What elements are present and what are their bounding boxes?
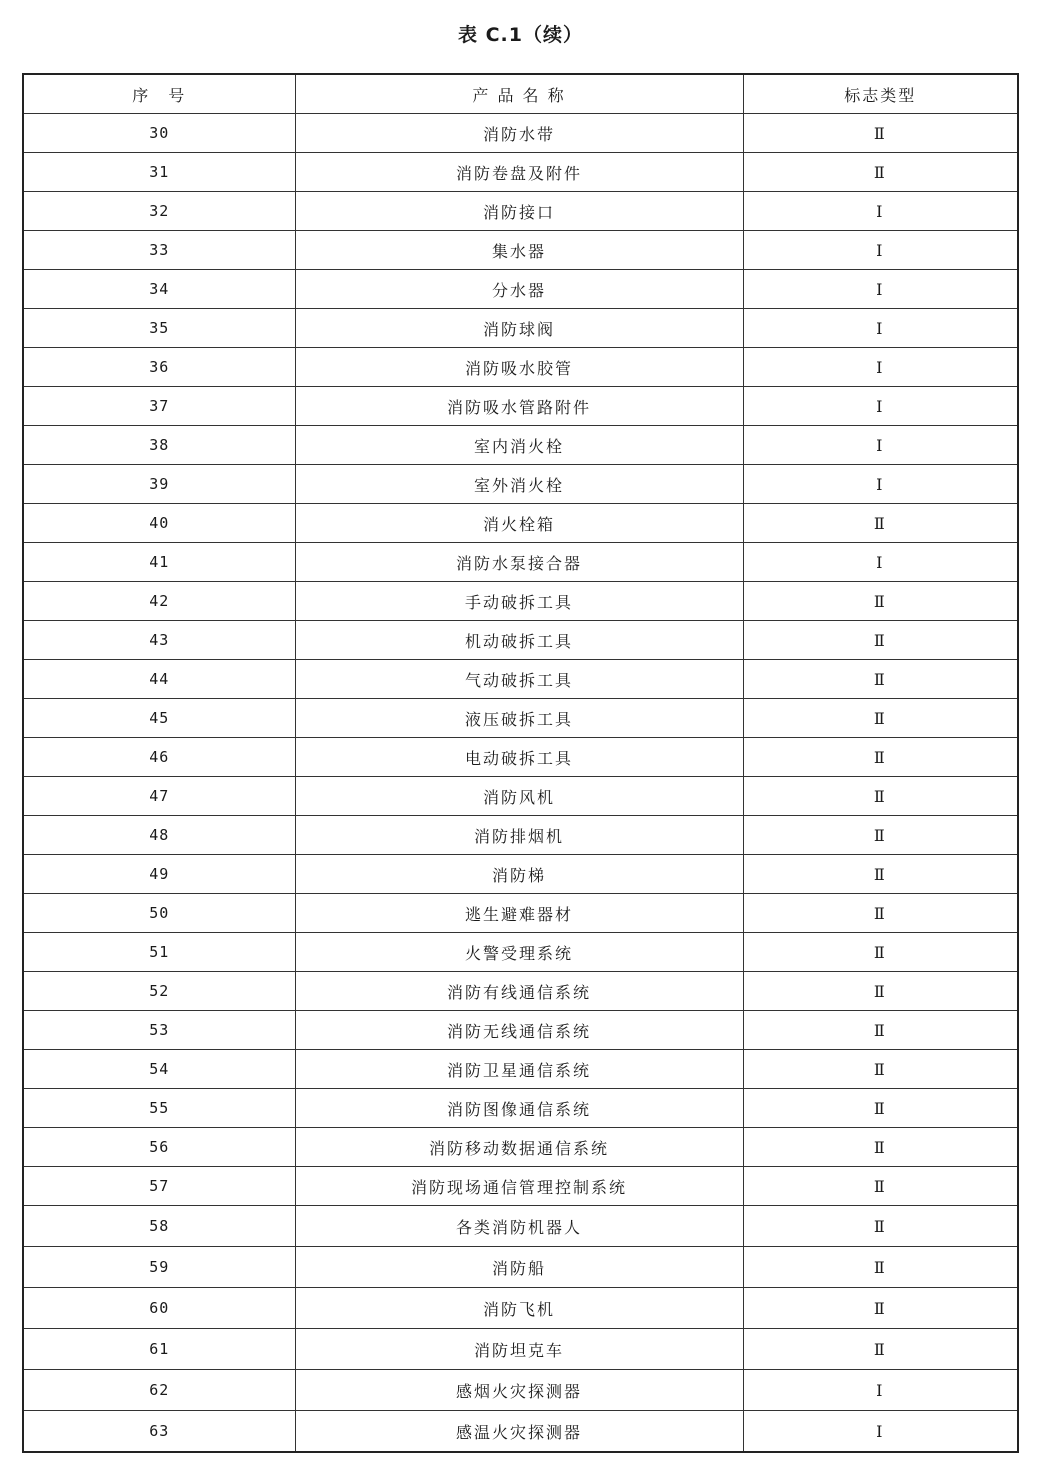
cell-product-name: 分水器 <box>295 270 743 309</box>
cell-serial-number: 47 <box>23 777 295 816</box>
table-row <box>23 972 1018 1011</box>
cell-serial-number: 39 <box>23 465 295 504</box>
table-row <box>23 1288 1018 1329</box>
cell-mark-type: Ⅱ <box>743 894 1018 933</box>
cell-product-name: 气动破拆工具 <box>295 660 743 699</box>
cell-product-name: 消防吸水胶管 <box>295 348 743 387</box>
cell-serial-number: 45 <box>23 699 295 738</box>
cell-serial-number: 37 <box>23 387 295 426</box>
cell-mark-type: Ⅰ <box>743 270 1018 309</box>
cell-product-name: 手动破拆工具 <box>295 582 743 621</box>
cell-product-name: 消防梯 <box>295 855 743 894</box>
cell-serial-number: 50 <box>23 894 295 933</box>
cell-serial-number: 56 <box>23 1128 295 1167</box>
cell-mark-type: Ⅰ <box>743 387 1018 426</box>
cell-product-name: 消防无线通信系统 <box>295 1011 743 1050</box>
cell-mark-type: Ⅱ <box>743 1288 1018 1329</box>
cell-product-name: 消防卷盘及附件 <box>295 153 743 192</box>
table-row <box>23 699 1018 738</box>
cell-serial-number: 40 <box>23 504 295 543</box>
cell-mark-type: Ⅱ <box>743 1128 1018 1167</box>
cell-serial-number: 35 <box>23 309 295 348</box>
cell-mark-type: Ⅰ <box>743 543 1018 582</box>
cell-mark-type: Ⅱ <box>743 816 1018 855</box>
table-row <box>23 1089 1018 1128</box>
cell-mark-type: Ⅱ <box>743 153 1018 192</box>
cell-mark-type: Ⅰ <box>743 1370 1018 1411</box>
cell-product-name: 消防卫星通信系统 <box>295 1050 743 1089</box>
cell-product-name: 消防吸水管路附件 <box>295 387 743 426</box>
cell-mark-type: Ⅰ <box>743 348 1018 387</box>
cell-serial-number: 30 <box>23 114 295 153</box>
table-row <box>23 192 1018 231</box>
cell-serial-number: 33 <box>23 231 295 270</box>
cell-serial-number: 62 <box>23 1370 295 1411</box>
table-row <box>23 816 1018 855</box>
table-row <box>23 1247 1018 1288</box>
table-caption: 表 C.1（续） <box>458 24 583 46</box>
table-row <box>23 621 1018 660</box>
cell-product-name: 感温火灾探测器 <box>295 1411 743 1453</box>
cell-mark-type: Ⅰ <box>743 231 1018 270</box>
table-row <box>23 1329 1018 1370</box>
cell-mark-type: Ⅱ <box>743 972 1018 1011</box>
cell-serial-number: 53 <box>23 1011 295 1050</box>
table-row <box>23 114 1018 153</box>
cell-product-name: 消防船 <box>295 1247 743 1288</box>
cell-serial-number: 49 <box>23 855 295 894</box>
cell-product-name: 感烟火灾探测器 <box>295 1370 743 1411</box>
cell-serial-number: 48 <box>23 816 295 855</box>
cell-mark-type: Ⅱ <box>743 582 1018 621</box>
header-mark-type: 标志类型 <box>743 74 1018 114</box>
table-row <box>23 738 1018 777</box>
cell-mark-type: Ⅰ <box>743 192 1018 231</box>
table-row <box>23 1050 1018 1089</box>
table-row <box>23 1206 1018 1247</box>
table-row <box>23 1411 1018 1453</box>
table-row <box>23 894 1018 933</box>
table-row <box>23 426 1018 465</box>
cell-mark-type: Ⅱ <box>743 1247 1018 1288</box>
cell-mark-type: Ⅱ <box>743 1329 1018 1370</box>
cell-serial-number: 59 <box>23 1247 295 1288</box>
cell-product-name: 液压破拆工具 <box>295 699 743 738</box>
cell-product-name: 消防接口 <box>295 192 743 231</box>
table-row <box>23 543 1018 582</box>
cell-mark-type: Ⅱ <box>743 855 1018 894</box>
cell-mark-type: Ⅱ <box>743 699 1018 738</box>
cell-product-name: 消防排烟机 <box>295 816 743 855</box>
cell-serial-number: 43 <box>23 621 295 660</box>
cell-mark-type: Ⅱ <box>743 621 1018 660</box>
cell-product-name: 消火栓箱 <box>295 504 743 543</box>
table-row <box>23 153 1018 192</box>
cell-serial-number: 54 <box>23 1050 295 1089</box>
table-header-row <box>23 74 1018 114</box>
cell-product-name: 消防有线通信系统 <box>295 972 743 1011</box>
cell-serial-number: 55 <box>23 1089 295 1128</box>
cell-mark-type: Ⅱ <box>743 777 1018 816</box>
table-row <box>23 465 1018 504</box>
table-row <box>23 660 1018 699</box>
cell-serial-number: 52 <box>23 972 295 1011</box>
table-row <box>23 270 1018 309</box>
cell-mark-type: Ⅱ <box>743 1167 1018 1206</box>
cell-mark-type: Ⅱ <box>743 1206 1018 1247</box>
table-body <box>23 114 1018 1453</box>
table-row <box>23 1167 1018 1206</box>
cell-serial-number: 31 <box>23 153 295 192</box>
table-row <box>23 582 1018 621</box>
cell-product-name: 机动破拆工具 <box>295 621 743 660</box>
cell-serial-number: 44 <box>23 660 295 699</box>
cell-product-name: 消防水泵接合器 <box>295 543 743 582</box>
cell-serial-number: 61 <box>23 1329 295 1370</box>
cell-serial-number: 34 <box>23 270 295 309</box>
cell-mark-type: Ⅱ <box>743 1050 1018 1089</box>
table-row <box>23 387 1018 426</box>
cell-product-name: 集水器 <box>295 231 743 270</box>
table-row <box>23 855 1018 894</box>
cell-mark-type: Ⅱ <box>743 738 1018 777</box>
cell-product-name: 消防现场通信管理控制系统 <box>295 1167 743 1206</box>
product-mark-table <box>22 73 1019 1453</box>
cell-mark-type: Ⅱ <box>743 504 1018 543</box>
cell-serial-number: 58 <box>23 1206 295 1247</box>
cell-product-name: 火警受理系统 <box>295 933 743 972</box>
cell-mark-type: Ⅱ <box>743 114 1018 153</box>
cell-serial-number: 36 <box>23 348 295 387</box>
table-row <box>23 1128 1018 1167</box>
cell-mark-type: Ⅱ <box>743 660 1018 699</box>
cell-product-name: 消防移动数据通信系统 <box>295 1128 743 1167</box>
table-row <box>23 777 1018 816</box>
cell-product-name: 各类消防机器人 <box>295 1206 743 1247</box>
table-row <box>23 933 1018 972</box>
cell-serial-number: 32 <box>23 192 295 231</box>
cell-mark-type: Ⅰ <box>743 426 1018 465</box>
cell-serial-number: 41 <box>23 543 295 582</box>
cell-serial-number: 46 <box>23 738 295 777</box>
cell-mark-type: Ⅱ <box>743 1011 1018 1050</box>
header-serial-number: 序 号 <box>23 74 295 114</box>
cell-product-name: 消防飞机 <box>295 1288 743 1329</box>
cell-mark-type: Ⅱ <box>743 1089 1018 1128</box>
cell-serial-number: 38 <box>23 426 295 465</box>
table-row <box>23 1370 1018 1411</box>
cell-product-name: 消防图像通信系统 <box>295 1089 743 1128</box>
cell-product-name: 消防水带 <box>295 114 743 153</box>
cell-product-name: 室外消火栓 <box>295 465 743 504</box>
cell-serial-number: 63 <box>23 1411 295 1453</box>
cell-mark-type: Ⅰ <box>743 309 1018 348</box>
cell-mark-type: Ⅰ <box>743 465 1018 504</box>
table-row <box>23 504 1018 543</box>
table-row <box>23 348 1018 387</box>
cell-serial-number: 42 <box>23 582 295 621</box>
table-row <box>23 1011 1018 1050</box>
cell-mark-type: Ⅱ <box>743 933 1018 972</box>
cell-product-name: 消防球阀 <box>295 309 743 348</box>
cell-serial-number: 60 <box>23 1288 295 1329</box>
cell-product-name: 消防风机 <box>295 777 743 816</box>
table-row <box>23 231 1018 270</box>
cell-serial-number: 51 <box>23 933 295 972</box>
cell-product-name: 逃生避难器材 <box>295 894 743 933</box>
header-product-name: 产 品 名 称 <box>295 74 743 114</box>
cell-mark-type: Ⅰ <box>743 1411 1018 1453</box>
cell-product-name: 电动破拆工具 <box>295 738 743 777</box>
cell-product-name: 消防坦克车 <box>295 1329 743 1370</box>
cell-serial-number: 57 <box>23 1167 295 1206</box>
table-row <box>23 309 1018 348</box>
cell-product-name: 室内消火栓 <box>295 426 743 465</box>
